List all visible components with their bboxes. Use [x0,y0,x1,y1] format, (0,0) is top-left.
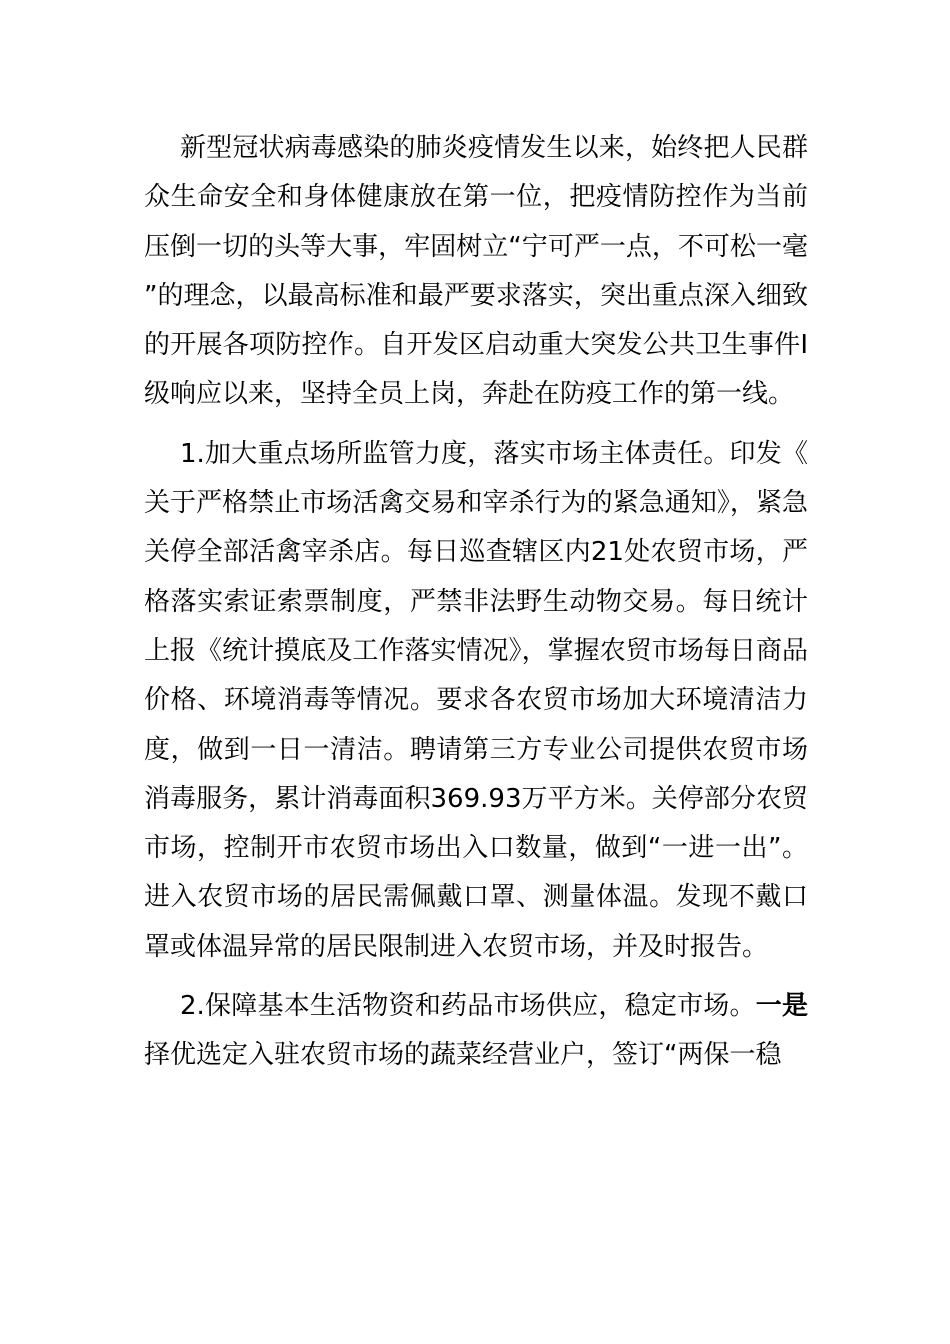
paragraph-item-2-bold-marker: 一是 [755,991,808,1022]
paragraph-item-2 [144,982,808,1081]
document-page [144,124,808,1081]
paragraph-item-2-body: 择优选定入驻农贸市场的蔬菜经营业户，签订“两保一稳 [144,1040,782,1071]
paragraph-item-2-heading: 2.保障基本生活物资和药品市场供应，稳定市场。 [180,991,756,1022]
paragraph-intro: 新型冠状病毒感染的肺炎疫情发生以来，始终把人民群众生命安全和身体健康放在第一位，把疫情防控作为当前压倒一切的头等大事，牢固树立“宁可严一点，不可松一毫”的理念，以最高标准和最严要求落实，突出重点深入细致的开展各项防控作。自开发区启动重大突发公共卫生事件Ⅰ级响应以来，坚持全员上岗，奔赴在防疫工作的第一线。 [144,133,808,410]
paragraph-item-1: 1.加大重点场所监管力度，落实市场主体责任。印发《关于严格禁止市场活禽交易和宰杀行为的紧急通知》，紧急关停全部活禽宰杀店。每日巡查辖区内21处农贸市场，严格落实索证索票制度，严禁非法野生动物交易。每日统计上报《统计摸底及工作落实情况》，掌握农贸市场每日商品价格、环境消毒等情况。要求各农贸市场加大环境清洁力度，做到一日一清洁。聘请第三方专业公司提供农贸市场消毒服务，累计消毒面积369.93万平方米。关停部分农贸市场，控制开市农贸市场出入口数量，做到“一进一出”。进入农贸市场的居民需佩戴口罩、测量体温。发现不戴口罩或体温异常的居民限制进入农贸市场，并及时报告。 [144,438,808,962]
